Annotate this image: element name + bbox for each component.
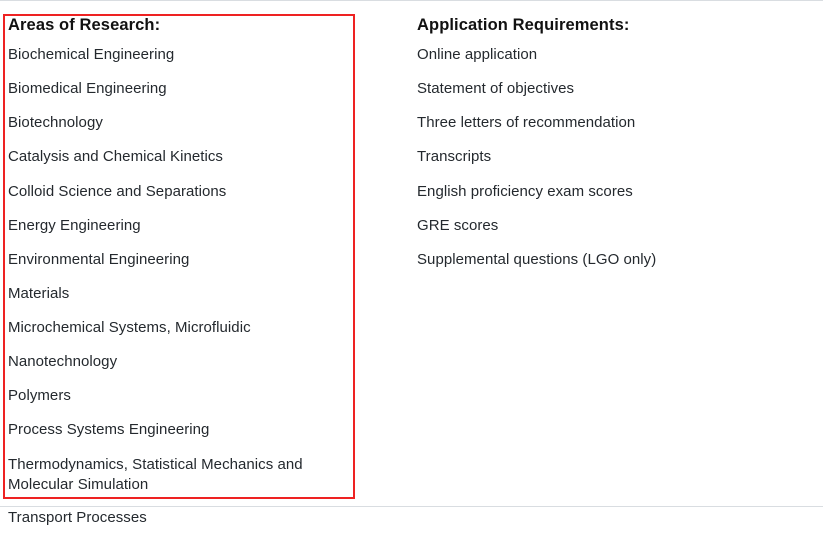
list-item: GRE scores [417,216,499,234]
list-item: Statement of objectives [417,80,575,98]
list-item: Transport Processes [8,509,147,527]
list-item: Biomedical Engineering [8,80,167,98]
list-item: Materials [8,284,70,302]
list-item: Transcripts [417,148,492,166]
list-item: Biotechnology [8,114,103,132]
list-item: Supplemental questions (LGO only) [417,250,657,268]
list-item: English proficiency exam scores [417,182,633,200]
bottom-divider [0,506,823,507]
areas-of-research-column [0,0,355,555]
list-item: Polymers [8,387,71,405]
list-item: Biochemical Engineering [8,46,175,64]
list-item: Colloid Science and Separations [8,182,227,200]
list-item: Energy Engineering [8,216,141,234]
areas-of-research-list [8,45,347,528]
list-item: Environmental Engineering [8,250,190,268]
list-item: Thermodynamics, Statistical Mechanics and Molecular Simulation [8,455,303,493]
application-requirements-list [417,45,767,270]
list-item: Catalysis and Chemical Kinetics [8,148,223,166]
list-item: Three letters of recommendation [417,114,636,132]
list-item: Online application [417,46,538,64]
areas-of-research-heading: Areas of Research: [8,16,161,34]
list-item: Microchemical Systems, Microfluidic [8,319,251,337]
list-item: Nanotechnology [8,353,118,371]
application-requirements-heading: Application Requirements: [417,16,630,34]
application-requirements-column [355,0,775,296]
list-item: Process Systems Engineering [8,421,210,439]
